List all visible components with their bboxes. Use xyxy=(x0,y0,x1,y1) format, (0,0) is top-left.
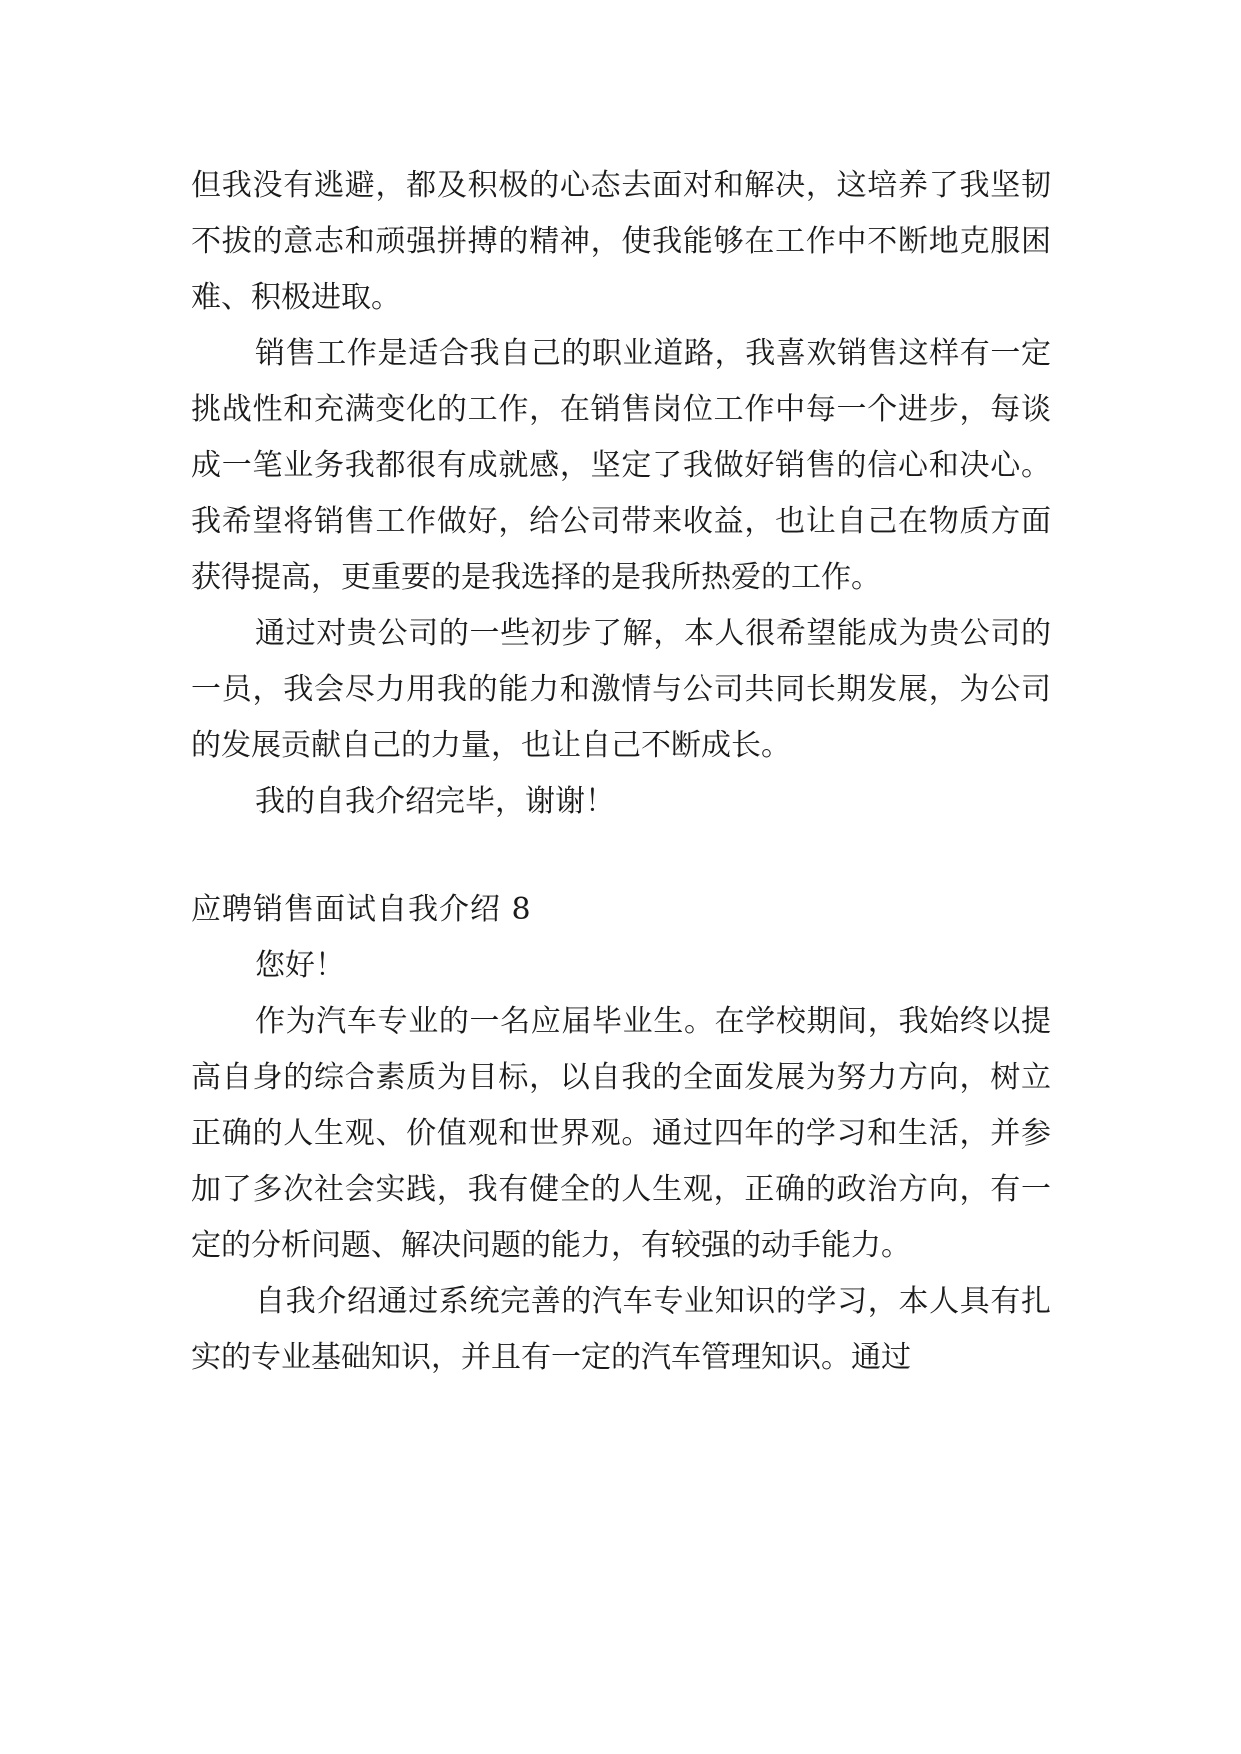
paragraph-1: 但我没有逃避，都及积极的心态去面对和解决，这培养了我坚韧不拔的意志和顽强拼搏的精神，使我能够在工作中不断地克服困难、积极进取。 xyxy=(191,168,1051,315)
paragraph-6: 自我介绍通过系统完善的汽车专业知识的学习，本人具有扎实的专业基础知识，并且有一定的汽车管理知识。通过 xyxy=(191,1284,1051,1375)
paragraph-5: 作为汽车专业的一名应届毕业生。在学校期间，我始终以提高自身的综合素质为目标，以自我的全面发展为努力方向，树立正确的人生观、价值观和世界观。通过四年的学习和生活，并参加了多次社会实践，我有健全的人生观，正确的政治方向，有一定的分析问题、解决问题的能力，有较强的动手能力。 xyxy=(191,1004,1051,1263)
paragraph-greeting: 您好！ xyxy=(255,948,345,983)
section-heading: 应聘销售面试自我介绍 8 xyxy=(191,892,532,927)
paragraph-4: 我的自我介绍完毕，谢谢！ xyxy=(255,784,615,819)
paragraph-3: 通过对贵公司的一些初步了解，本人很希望能成为贵公司的一员，我会尽力用我的能力和激情与公司共同长期发展，为公司的发展贡献自己的力量，也让自己不断成长。 xyxy=(191,616,1051,763)
paragraph-2: 销售工作是适合我自己的职业道路，我喜欢销售这样有一定挑战性和充满变化的工作，在销售岗位工作中每一个进步，每谈成一笔业务我都很有成就感，坚定了我做好销售的信心和决心。我希望将销售工作做好，给公司带来收益，也让自己在物质方面获得提高，更重要的是我选择的是我所热爱的工作。 xyxy=(191,336,1051,595)
document-body xyxy=(191,158,1051,1386)
